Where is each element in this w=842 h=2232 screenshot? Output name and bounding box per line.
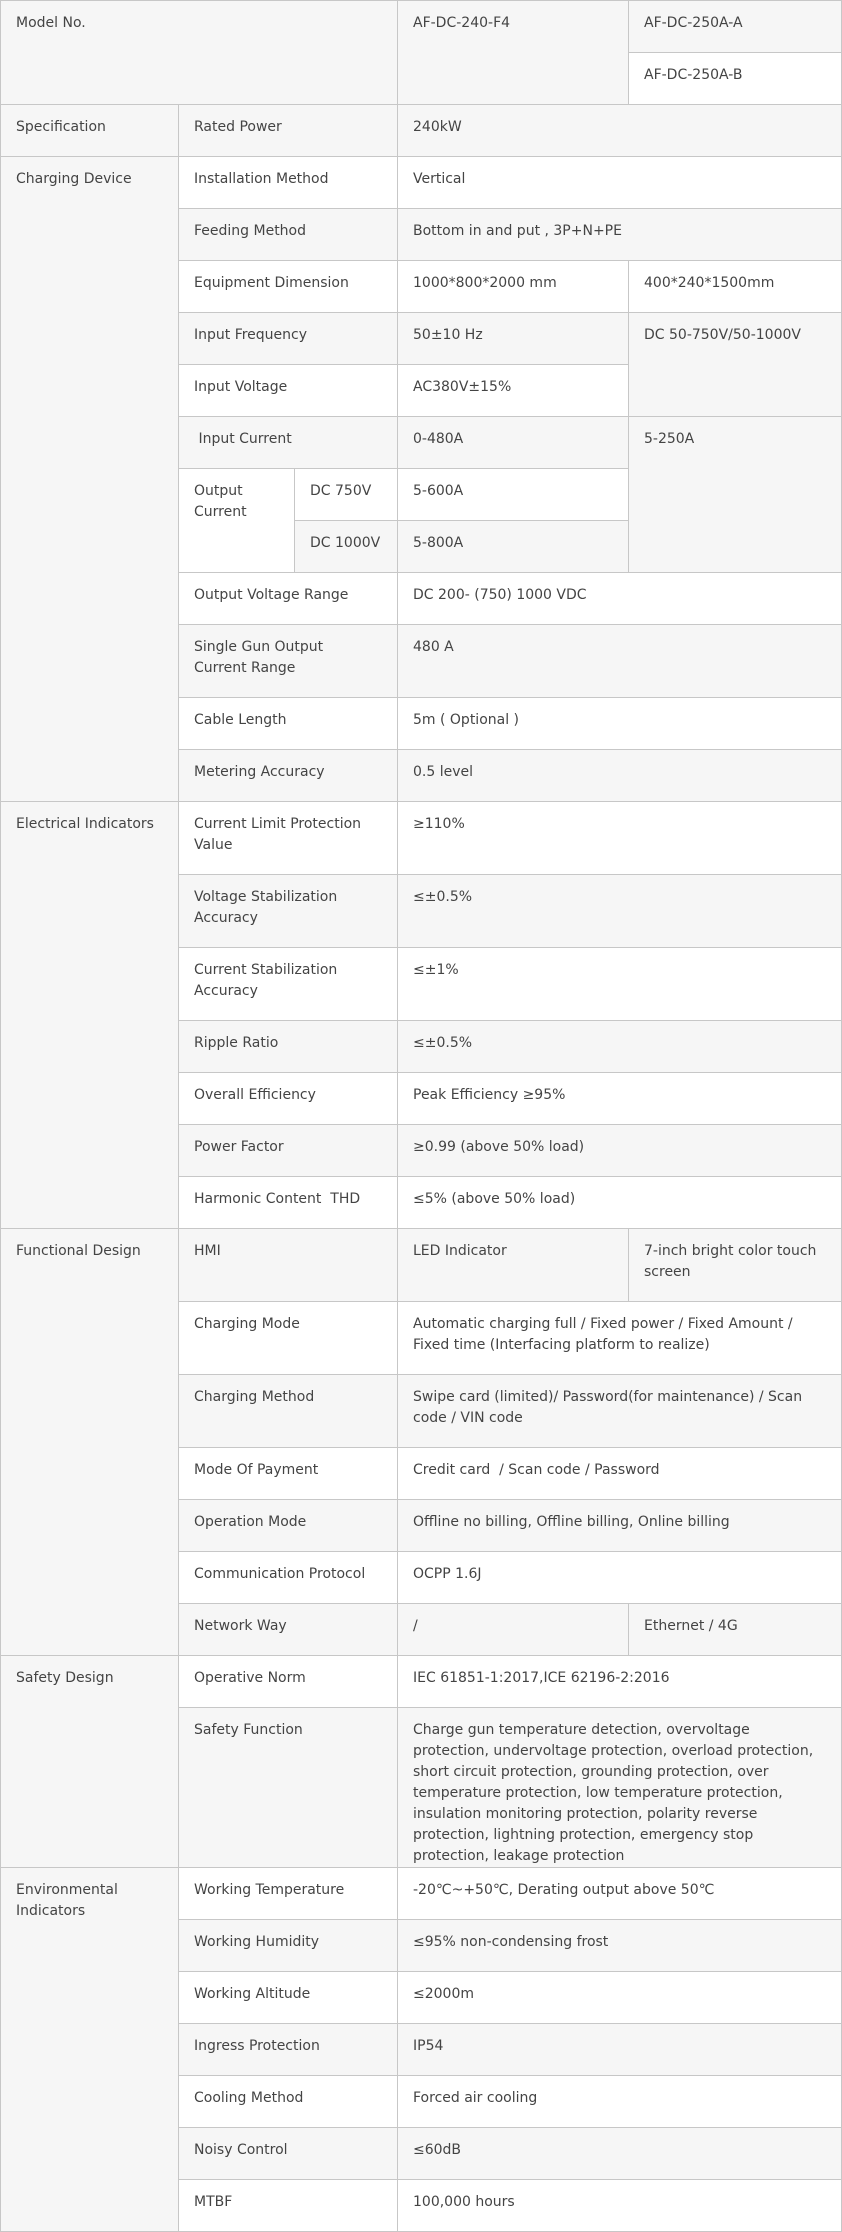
row-model-a	[1, 1, 842, 53]
param-value: ≤5% (above 50% load)	[398, 1177, 842, 1229]
param-value-b: DC 50-750V/50-1000V	[629, 313, 842, 417]
model-value-b2: AF-DC-250A-B	[629, 53, 842, 105]
row-working-temperature	[1, 1868, 842, 1920]
param-value: IEC 61851-1:2017,ICE 62196-2:2016	[398, 1656, 842, 1708]
param-label: Rated Power	[179, 105, 398, 157]
param-value: Credit card / Scan code / Password	[398, 1448, 842, 1500]
param-label: Input Current	[179, 417, 398, 469]
param-value-b: 7-inch bright color touch screen	[629, 1229, 842, 1302]
param-label: Input Frequency	[179, 313, 398, 365]
param-label: Harmonic Content THD	[179, 1177, 398, 1229]
param-label: Metering Accuracy	[179, 750, 398, 802]
param-value: Peak Efficiency ≥95%	[398, 1073, 842, 1125]
param-label: MTBF	[179, 2180, 398, 2232]
param-label: Input Voltage	[179, 365, 398, 417]
row-installation-method	[1, 157, 842, 209]
param-value: Bottom in and put , 3P+N+PE	[398, 209, 842, 261]
param-value: 100,000 hours	[398, 2180, 842, 2232]
param-value-a: 50±10 Hz	[398, 313, 629, 365]
param-label: Single Gun Output Current Range	[179, 625, 398, 698]
param-label: Charging Mode	[179, 1302, 398, 1375]
param-value-a: /	[398, 1604, 629, 1656]
category-charging-device: Charging Device	[1, 157, 179, 802]
row-current-limit	[1, 802, 842, 875]
param-label: Output Current	[179, 469, 295, 573]
row-hmi	[1, 1229, 842, 1302]
param-value: Offline no billing, Offline billing, Online billing	[398, 1500, 842, 1552]
row-operative-norm	[1, 1656, 842, 1708]
category-safety-design: Safety Design	[1, 1656, 179, 1868]
param-value: ≤±0.5%	[398, 1021, 842, 1073]
param-label: Cooling Method	[179, 2076, 398, 2128]
param-value: IP54	[398, 2024, 842, 2076]
param-value: 5-600A	[398, 469, 629, 521]
param-label: Power Factor	[179, 1125, 398, 1177]
sub-param-label: DC 1000V	[295, 521, 398, 573]
param-value-b: Ethernet / 4G	[629, 1604, 842, 1656]
param-label: Output Voltage Range	[179, 573, 398, 625]
category-specification: Specification	[1, 105, 179, 157]
category-environmental-indicators: Environmental Indicators	[1, 1868, 179, 2232]
param-value: ≤2000m	[398, 1972, 842, 2024]
param-value: ≥0.99 (above 50% load)	[398, 1125, 842, 1177]
param-value: 480 A	[398, 625, 842, 698]
sub-param-label: DC 750V	[295, 469, 398, 521]
param-label: Charging Method	[179, 1375, 398, 1448]
param-value: Forced air cooling	[398, 2076, 842, 2128]
param-value: AC380V±15%	[398, 365, 629, 417]
param-value: Vertical	[398, 157, 842, 209]
row-rated-power	[1, 105, 842, 157]
param-value: ≤±0.5%	[398, 875, 842, 948]
param-label: Voltage Stabilization Accuracy	[179, 875, 398, 948]
param-label: Installation Method	[179, 157, 398, 209]
param-label: Current Stabilization Accuracy	[179, 948, 398, 1021]
param-label: Working Temperature	[179, 1868, 398, 1920]
param-value: OCPP 1.6J	[398, 1552, 842, 1604]
param-label: Feeding Method	[179, 209, 398, 261]
param-label: Ingress Protection	[179, 2024, 398, 2076]
category-electrical-indicators: Electrical Indicators	[1, 802, 179, 1229]
param-value-a: LED Indicator	[398, 1229, 629, 1302]
param-label: Operative Norm	[179, 1656, 398, 1708]
param-value: 0.5 level	[398, 750, 842, 802]
param-value: 5-800A	[398, 521, 629, 573]
param-label: Network Way	[179, 1604, 398, 1656]
model-value-a: AF-DC-240-F4	[398, 1, 629, 105]
param-label: Overall Efficiency	[179, 1073, 398, 1125]
param-label: Cable Length	[179, 698, 398, 750]
param-value-b: 5-250A	[629, 417, 842, 573]
param-value: 5m ( Optional )	[398, 698, 842, 750]
param-value-a: 0-480A	[398, 417, 629, 469]
param-value: ≥110%	[398, 802, 842, 875]
param-value-a: 1000*800*2000 mm	[398, 261, 629, 313]
param-value: ≤95% non-condensing frost	[398, 1920, 842, 1972]
category-functional-design: Functional Design	[1, 1229, 179, 1656]
param-value: -20℃~+50℃, Derating output above 50℃	[398, 1868, 842, 1920]
param-value: ≤±1%	[398, 948, 842, 1021]
param-label: HMI	[179, 1229, 398, 1302]
param-label: Noisy Control	[179, 2128, 398, 2180]
param-label: Working Humidity	[179, 1920, 398, 1972]
param-label: Equipment Dimension	[179, 261, 398, 313]
param-label: Safety Function	[179, 1708, 398, 1868]
param-value: Automatic charging full / Fixed power / Fixed Amount / Fixed time (Interfacing platform to realize)	[398, 1302, 842, 1375]
param-label: Mode Of Payment	[179, 1448, 398, 1500]
param-label: Communication Protocol	[179, 1552, 398, 1604]
param-value: DC 200- (750) 1000 VDC	[398, 573, 842, 625]
param-label: Current Limit Protection Value	[179, 802, 398, 875]
param-value: 240kW	[398, 105, 842, 157]
param-label: Ripple Ratio	[179, 1021, 398, 1073]
param-value-b: 400*240*1500mm	[629, 261, 842, 313]
param-value: Swipe card (limited)/ Password(for maintenance) / Scan code / VIN code	[398, 1375, 842, 1448]
param-label: Operation Mode	[179, 1500, 398, 1552]
model-value-b1: AF-DC-250A-A	[629, 1, 842, 53]
param-label: Working Altitude	[179, 1972, 398, 2024]
model-label: Model No.	[1, 1, 398, 105]
param-value: Charge gun temperature detection, overvoltage protection, undervoltage protection, overload protection, short circuit protection, grounding protection, over temperature protection, low temperature protection, insulation monitoring protection, polarity reverse protection, lightning protection, emergency stop protection, leakage protection	[398, 1708, 842, 1868]
param-value: ≤60dB	[398, 2128, 842, 2180]
